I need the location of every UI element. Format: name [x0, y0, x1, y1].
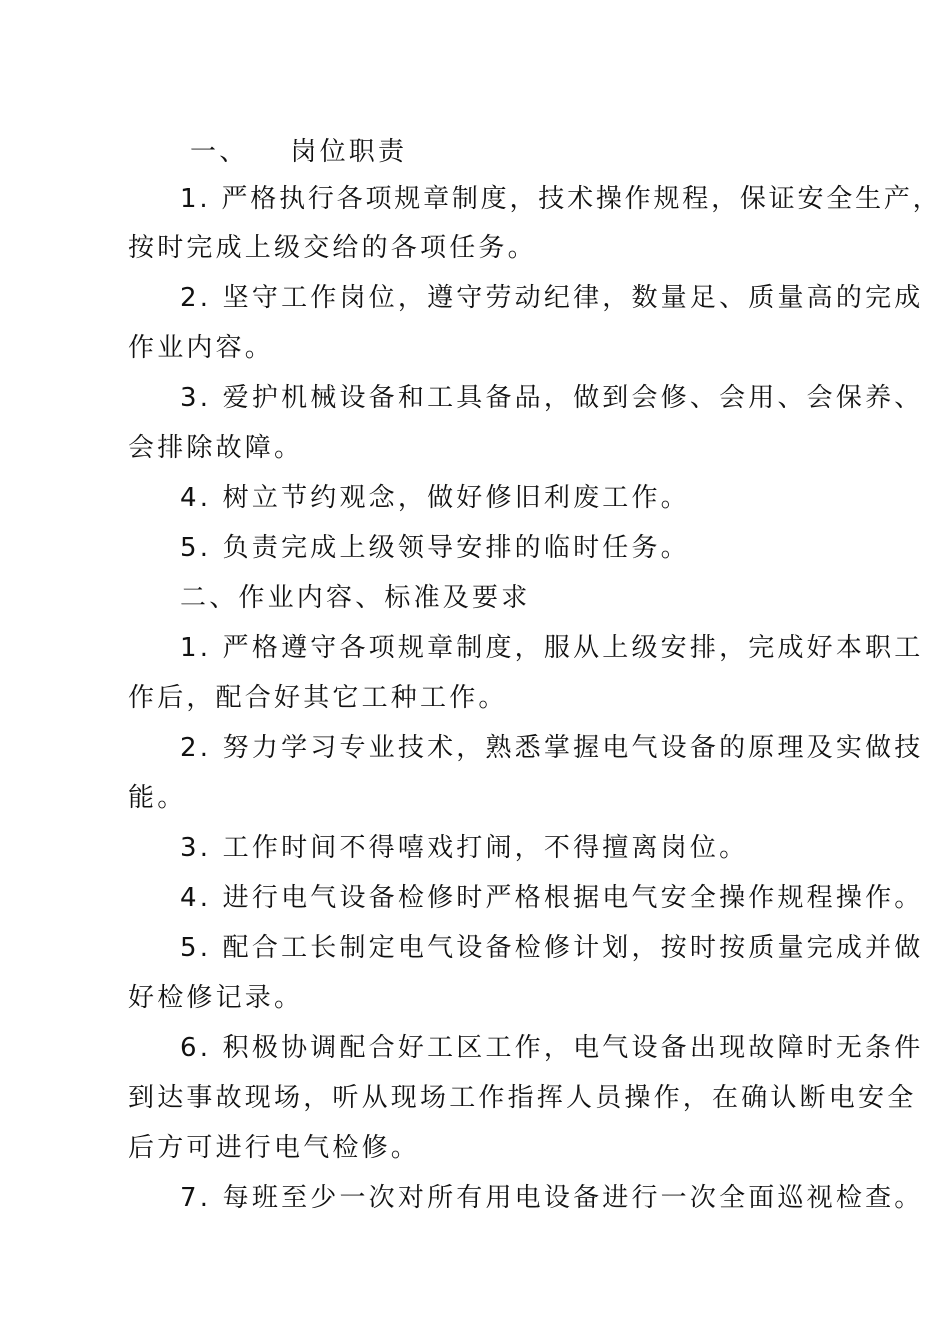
paragraph-line: 作业内容。	[128, 333, 275, 363]
paragraph-line: 5. 配合工长制定电气设备检修计划，按时按质量完成并做	[180, 933, 924, 963]
paragraph-line: 7. 每班至少一次对所有用电设备进行一次全面巡视检查。	[180, 1183, 924, 1213]
paragraph-line: 3. 工作时间不得嘻戏打闹，不得擅离岗位。	[180, 833, 749, 863]
paragraph-line: 1. 严格遵守各项规章制度，服从上级安排，完成好本职工	[180, 633, 924, 663]
paragraph-line: 2. 努力学习专业技术，熟悉掌握电气设备的原理及实做技	[180, 733, 924, 763]
paragraph-line: 6. 积极协调配合好工区工作，电气设备出现故障时无条件	[180, 1033, 924, 1063]
paragraph-line: 好检修记录。	[128, 983, 304, 1013]
paragraph-line: 按时完成上级交给的各项任务。	[128, 233, 537, 263]
paragraph-line: 4. 树立节约观念，做好修旧利废工作。	[180, 483, 690, 513]
paragraph-line: 会排除故障。	[128, 433, 304, 463]
section-heading-1	[190, 134, 407, 170]
paragraph-line: 1. 严格执行各项规章制度，技术操作规程，保证安全生产，	[180, 184, 942, 214]
section-title: 岗位职责	[290, 137, 408, 167]
section-heading-2: 二、作业内容、标准及要求	[180, 583, 531, 613]
paragraph-line: 4. 进行电气设备检修时严格根据电气安全操作规程操作。	[180, 883, 924, 913]
paragraph-line: 到达事故现场，听从现场工作指挥人员操作，在确认断电安全	[128, 1083, 917, 1113]
paragraph-line: 5. 负责完成上级领导安排的临时任务。	[180, 533, 690, 563]
paragraph-line: 作后，配合好其它工种工作。	[128, 683, 508, 713]
paragraph-line: 2. 坚守工作岗位，遵守劳动纪律，数量足、质量高的完成	[180, 283, 924, 313]
paragraph-line: 3. 爱护机械设备和工具备品，做到会修、会用、会保养、	[180, 383, 924, 413]
paragraph-line: 后方可进行电气检修。	[128, 1133, 421, 1163]
section-number: 一、	[190, 137, 249, 167]
paragraph-line: 能。	[128, 783, 187, 813]
